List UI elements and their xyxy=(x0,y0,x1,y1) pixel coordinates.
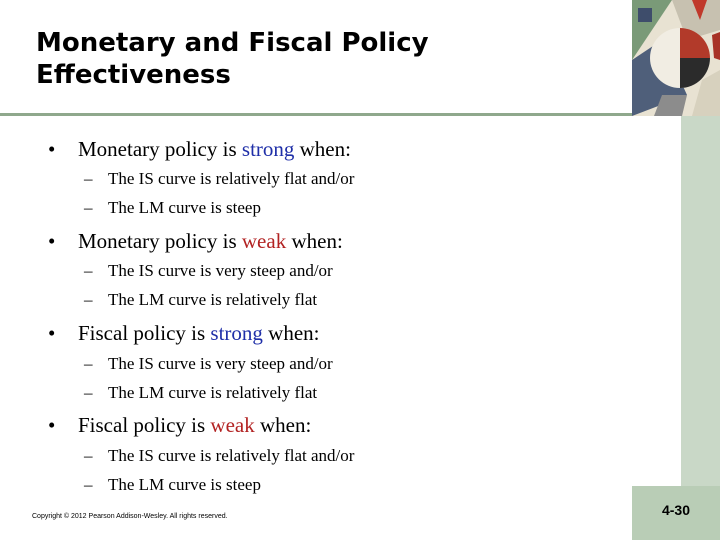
bullet-text-end: when: xyxy=(254,413,312,437)
bullet-marker: • xyxy=(48,137,56,161)
sub-bullet-text: The LM curve is steep xyxy=(108,475,261,494)
bullet-emphasis: weak xyxy=(241,229,287,253)
bullet-emphasis: strong xyxy=(210,321,263,345)
bullet-marker: • xyxy=(48,229,56,253)
sub-bullet-text: The IS curve is relatively flat and/or xyxy=(108,446,355,465)
sub-bullet-marker: – xyxy=(84,446,93,465)
bullet-emphasis: strong xyxy=(241,137,295,161)
bullet-item xyxy=(48,229,343,254)
sub-bullet-text: The IS curve is very steep and/or xyxy=(108,354,333,373)
bullet-emphasis: weak xyxy=(210,413,255,437)
bullet-text: Monetary policy is xyxy=(78,229,242,253)
sub-bullet-marker: – xyxy=(84,290,93,309)
sub-bullet-item xyxy=(84,169,354,189)
sub-bullet-item xyxy=(84,261,333,281)
right-sidebar-band xyxy=(681,116,720,486)
sub-bullet-marker: – xyxy=(84,169,93,188)
bullet-marker: • xyxy=(48,413,56,437)
sub-bullet-item xyxy=(84,198,261,218)
bullet-text-end: when: xyxy=(294,137,351,161)
slide-title-line-1: Monetary and Fiscal Policy xyxy=(36,28,429,58)
sub-bullet-item xyxy=(84,446,354,466)
sub-bullet-text: The LM curve is steep xyxy=(108,198,261,217)
sub-bullet-text: The LM curve is relatively flat xyxy=(108,383,318,402)
bullet-item xyxy=(48,413,311,438)
bullet-text: Monetary policy is xyxy=(78,137,242,161)
decorative-artwork-graphic xyxy=(632,0,720,116)
bullet-item xyxy=(48,321,320,346)
sub-bullet-marker: – xyxy=(84,383,93,402)
sub-bullet-marker: – xyxy=(84,198,93,217)
slide-number-box xyxy=(632,486,720,540)
bullet-text-end: when: xyxy=(262,321,320,345)
sub-bullet-item xyxy=(84,475,261,495)
slide-number: 4-30 xyxy=(661,502,691,518)
slide-title-line-2: Effectiveness xyxy=(36,60,231,90)
bullet-item xyxy=(48,137,351,162)
sub-bullet-item xyxy=(84,383,317,403)
bullet-text: Fiscal policy is xyxy=(78,413,211,437)
sub-bullet-marker: – xyxy=(84,354,93,373)
sub-bullet-marker: – xyxy=(84,261,93,280)
sub-bullet-marker: – xyxy=(84,475,93,494)
sub-bullet-item xyxy=(84,354,333,374)
bullet-marker: • xyxy=(48,321,56,345)
copyright-notice: Copyright © 2012 Pearson Addison-Wesley. All rights reserved. xyxy=(32,513,228,520)
bullet-text: Fiscal policy is xyxy=(78,321,211,345)
sub-bullet-text: The IS curve is very steep and/or xyxy=(108,261,333,280)
sub-bullet-item xyxy=(84,290,317,310)
sub-bullet-text: The IS curve is relatively flat and/or xyxy=(108,169,355,188)
decorative-artwork xyxy=(632,0,720,116)
bullet-text-end: when: xyxy=(286,229,343,253)
sub-bullet-text: The LM curve is relatively flat xyxy=(108,290,318,309)
